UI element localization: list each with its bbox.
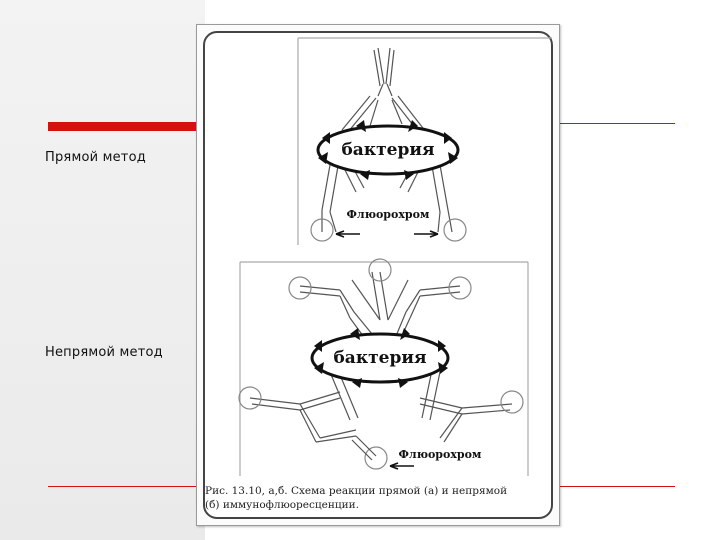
caption-line-1: Рис. 13.10, а,б. Схема реакции прямой (а) и непрямой [205, 485, 508, 497]
indirect-method-label: Непрямой метод [45, 345, 163, 360]
bacterium-label-indirect: бактерия [333, 348, 427, 368]
fluorochrome-label-indirect: Флюорохром [398, 448, 482, 461]
fluorochrome-label-direct: Флюорохром [346, 208, 430, 221]
bacterium-label-direct: бактерия [341, 140, 435, 160]
direct-method-label: Прямой метод [45, 150, 146, 165]
caption-line-2: (б) иммунофлюоресценции. [205, 499, 359, 511]
figure-caption [205, 484, 555, 512]
